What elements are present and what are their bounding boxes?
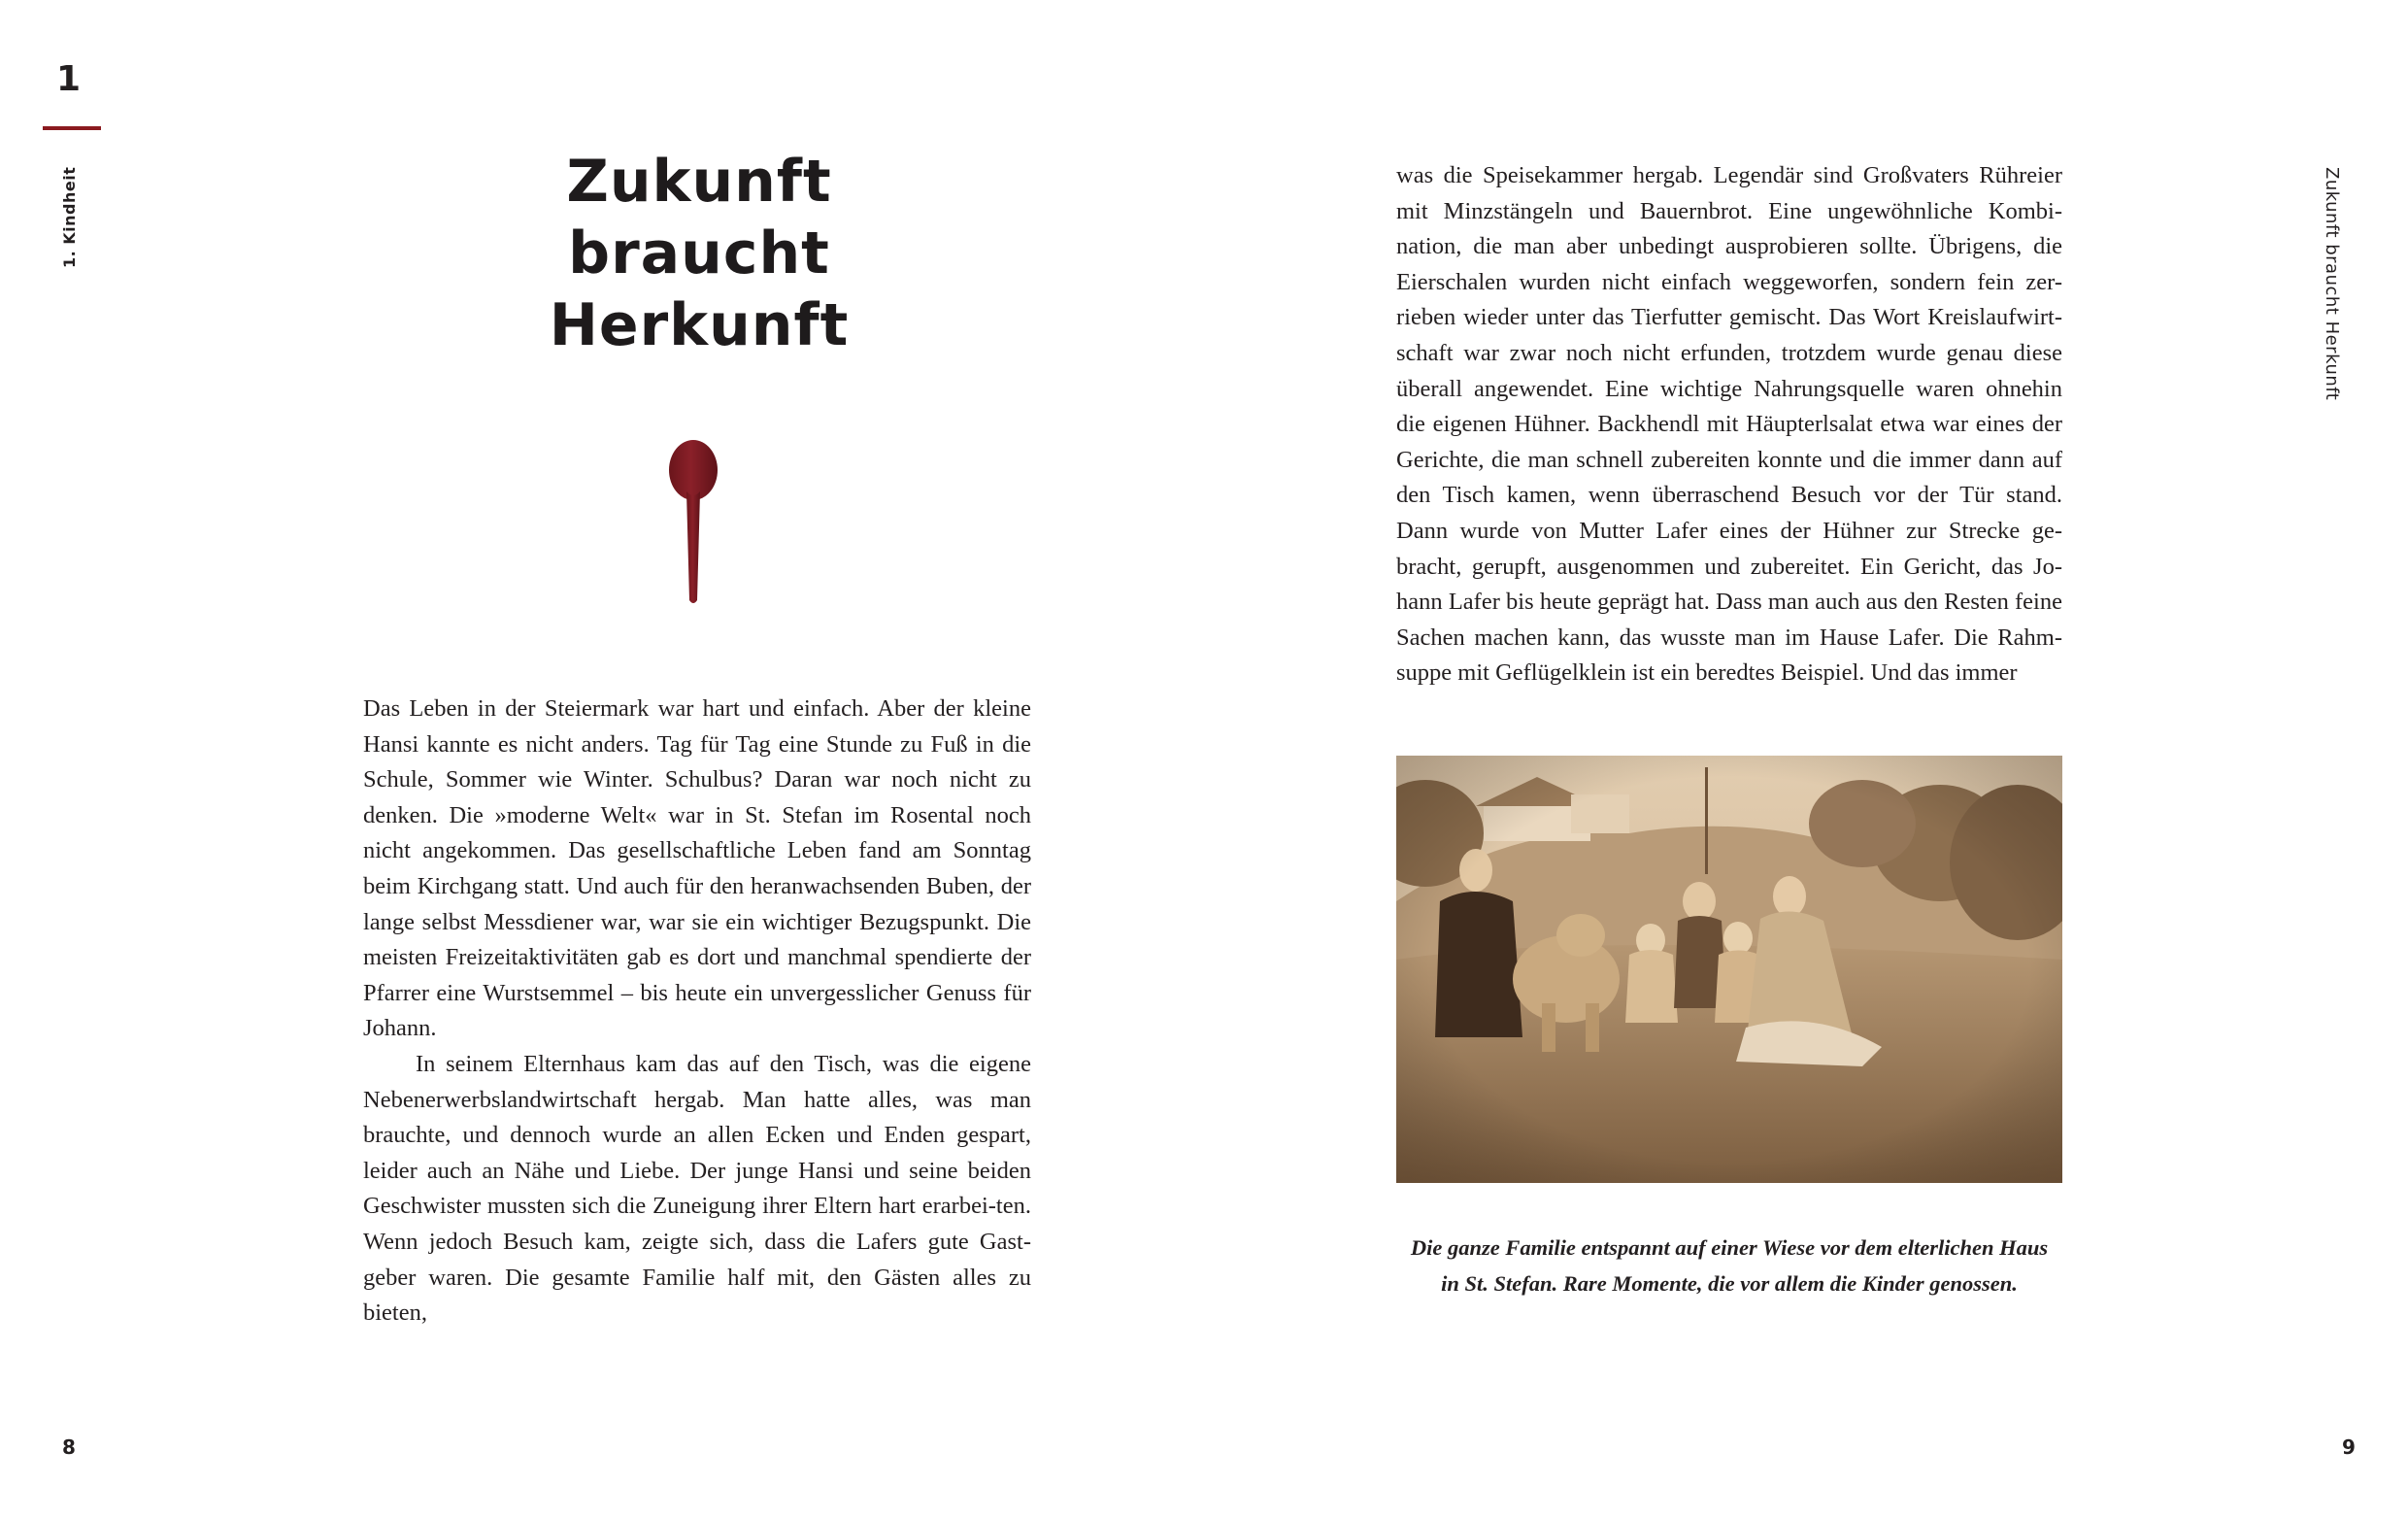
- paragraph: was die Speisekammer hergab. Legendär sind Großvaters Rühreier mit Minzstängeln und Bauernbrot. Eine ungewöhnliche Kombi-nation, die man aber unbedingt ausprobieren sollte. Übrigens, die Eierschalen wurden nicht einfach weggeworfen, sondern fein zer-rieben wieder unter das Tierfutter gemischt. Das Wort Kreislaufwirt-schaft war zwar noch nicht erfunden, trotzdem wurde genau diese überall angewendet. Eine wichtige Nahrungsquelle waren ohnehin die eigenen Hühner. Backhendl mit Häupterlsalat etwa war eines der Gerichte, die man schnell zubereiten konnte und die immer dann auf den Tisch kamen, wenn überraschend Besuch vor der Tür stand. Dann wurde von Mutter Lafer eines der Hühner zur Strecke ge-bracht, gerupft, ausgenommen und zubereitet. Ein Gericht, das Jo-hann Lafer bis heute geprägt hat. Dass man auch aus den Resten feine Sachen machen kann, das wusste man im Hause Lafer. Die Rahm-suppe mit Geflügelklein ist ein beredtes Beispiel. Und das immer: [1396, 162, 2062, 687]
- running-head-left: 1. Kindheit: [60, 166, 79, 268]
- page-number-left: 8: [62, 1435, 76, 1459]
- page-title: [485, 146, 913, 361]
- body-text-left: [363, 692, 1031, 1332]
- running-head-right: Zukunft braucht Herkunft: [2322, 167, 2342, 401]
- title-line-1: Zukunft: [566, 148, 832, 216]
- paragraph: Das Leben in der Steiermark war hart und einfach. Aber der kleine Hansi kannte es nicht anders. Tag für Tag eine Stunde zu Fuß in die Schule, Sommer wie Winter. Schulbus? Daran war noch nicht zu denken. Die »moderne Welt« war in St. Stefan im Rosental noch nicht angekommen. Das gesellschaftliche Leben fand am Sonntag beim Kirchgang statt. Und auch für den heranwachsenden Buben, der lange selbst Messdiener war, war sie ein wichtiger Bezugspunkt. Die meisten Freizeitaktivitäten gab es dort und manchmal spendierte der Pfarrer eine Wurstsemmel – bis heute ein unvergesslicher Genuss für Johann.: [363, 695, 1031, 1042]
- title-line-3: Herkunft: [549, 291, 850, 359]
- caption-line-2: in St. Stefan. Rare Momente, die vor allem die Kinder genossen.: [1441, 1271, 2018, 1296]
- paragraph: In seinem Elternhaus kam das auf den Tisch, was die eigene Nebenerwerbslandwirtschaft hergab. Man hatte alles, was man brauchte, und dennoch wurde an allen Ecken und Enden gespart, leider auch an Nähe und Liebe. Der junge Hansi und seine beiden Geschwister mussten sich die Zuneigung ihrer Eltern hart erarbei-ten. Wenn jedoch Besuch kam, zeigte sich, dass die Lafers gute Gast-geber waren. Die gesamte Familie half mit, den Gästen alles zu bieten,: [363, 1050, 1031, 1327]
- wooden-spoon-icon: [666, 439, 720, 606]
- body-text-right: [1396, 158, 2062, 692]
- chapter-number: 1: [56, 59, 82, 99]
- caption-line-1: Die ganze Familie entspannt auf einer Wiese vor dem elterlichen Haus: [1410, 1235, 2049, 1260]
- page-number-right: 9: [2342, 1435, 2356, 1459]
- chapter-rule: [43, 126, 101, 130]
- title-line-2: braucht: [568, 219, 830, 287]
- family-photo: [1396, 756, 2062, 1183]
- photo-caption: [1396, 1230, 2062, 1301]
